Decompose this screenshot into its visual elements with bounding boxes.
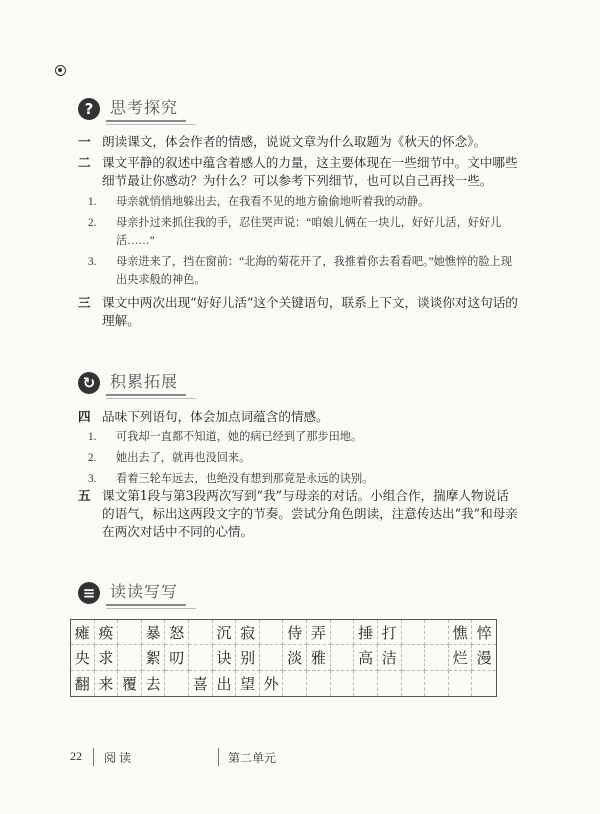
grid-cell xyxy=(472,671,496,696)
grid-cell: 怒 xyxy=(165,620,189,645)
grid-cell xyxy=(260,620,284,645)
sub-list xyxy=(88,193,518,289)
question-text: 朗读课文，体会作者的情感，说说文章为什么取题为《秋天的怀念》。 xyxy=(102,134,487,149)
question-text: 课文平静的叙述中蕴含着感人的力量，这主要体现在一些细节中。文中哪些细节最让你感动？为什么？可以参考下列细节，也可以自己再找一些。 xyxy=(102,155,518,188)
sub-item: 2. 她出去了，就再也没回来。 xyxy=(88,452,251,464)
grid-cell: 弄 xyxy=(307,620,331,645)
grid-cell: 寂 xyxy=(236,620,260,645)
question-number: 三 xyxy=(78,295,91,310)
grid-cell: 求 xyxy=(95,645,119,670)
section-header-accumulate xyxy=(78,369,186,396)
section-title: 读读写写 xyxy=(110,582,179,601)
grid-cell xyxy=(189,645,213,670)
sub-item: 1. 母亲就悄悄地躲出去，在我看不见的地方偷偷地听着我的动静。 xyxy=(88,196,430,208)
grid-cell: 侍 xyxy=(283,620,307,645)
refresh-arrow-icon: ↻ xyxy=(78,372,100,394)
grid-cell xyxy=(402,645,426,670)
grid-cell xyxy=(118,620,142,645)
grid-cell: 暴 xyxy=(142,620,166,645)
grid-cell: 别 xyxy=(236,645,260,670)
grid-cell: 叨 xyxy=(165,645,189,670)
grid-cell: 絮 xyxy=(142,645,166,670)
question-text: 品味下列语句，体会加点词蕴含的情感。 xyxy=(102,409,329,424)
grid-cell: 淡 xyxy=(283,645,307,670)
section-header-readwrite xyxy=(78,579,186,606)
question-number: 一 xyxy=(78,134,91,149)
grid-cell xyxy=(331,671,355,696)
grid-cell xyxy=(425,671,449,696)
grid-cell: 望 xyxy=(236,671,260,696)
question-3 xyxy=(78,294,518,330)
grid-cell: 沉 xyxy=(213,620,237,645)
footer-divider xyxy=(93,748,94,766)
grid-cell: 打 xyxy=(378,620,402,645)
grid-cell xyxy=(118,645,142,670)
grid-cell: 漫 xyxy=(472,645,496,670)
grid-cell: 喜 xyxy=(189,671,213,696)
footer-left-label: 阅 读 xyxy=(104,751,132,765)
section-title: 思考探究 xyxy=(110,98,179,117)
vocabulary-grid xyxy=(70,619,497,697)
grid-cell: 憔 xyxy=(449,620,473,645)
chapter-marker-icon xyxy=(55,65,66,76)
grid-cell: 悴 xyxy=(472,620,496,645)
grid-cell xyxy=(189,620,213,645)
grid-cell xyxy=(165,671,189,696)
question-1 xyxy=(78,133,518,151)
question-4 xyxy=(78,408,518,488)
sub-item: 3. 母亲进来了，挡在窗前：“北海的菊花开了，我推着你去看看吧。”她憔悴的脸上现出央求般的神色。 xyxy=(88,256,512,286)
grid-cell xyxy=(425,620,449,645)
question-2 xyxy=(78,154,518,289)
question-number: 二 xyxy=(78,155,91,170)
section-header-think xyxy=(78,95,186,122)
grid-cell: 外 xyxy=(260,671,284,696)
page-number: 22 xyxy=(70,749,82,763)
grid-cell: 去 xyxy=(142,671,166,696)
question-text: 课文第1段与第3段两次写到“我”与母亲的对话。小组合作，揣摩人物说话的语气，标出这两段文字的节奏。尝试分角色朗读，注意传达出“我”和母亲在两次对话中不同的心情。 xyxy=(102,488,518,539)
grid-cell: 洁 xyxy=(378,645,402,670)
grid-cell xyxy=(378,671,402,696)
grid-cell xyxy=(402,620,426,645)
grid-cell: 痪 xyxy=(95,620,119,645)
grid-cell: 诀 xyxy=(213,645,237,670)
question-5 xyxy=(78,487,518,541)
grid-cell xyxy=(449,671,473,696)
grid-cell: 翻 xyxy=(71,671,95,696)
grid-cell xyxy=(402,671,426,696)
grid-cell xyxy=(331,620,355,645)
grid-cell: 覆 xyxy=(118,671,142,696)
list-lines-icon: ≡ xyxy=(78,582,100,604)
grid-cell xyxy=(331,645,355,670)
section-title: 积累拓展 xyxy=(110,372,179,391)
sub-item: 2. 母亲扑过来抓住我的手，忍住哭声说：“咱娘儿俩在一块儿，好好儿活，好好儿活……” xyxy=(88,217,502,247)
question-number: 五 xyxy=(78,488,91,503)
question-text: 课文中两次出现“好好儿活”这个关键语句，联系上下文，谈谈你对这句话的理解。 xyxy=(102,295,518,328)
grid-cell: 瘫 xyxy=(71,620,95,645)
grid-cell: 央 xyxy=(71,645,95,670)
sub-item: 3. 看着三轮车远去，也绝没有想到那竟是永远的诀别。 xyxy=(88,473,374,485)
sub-list xyxy=(88,428,518,488)
grid-cell xyxy=(425,645,449,670)
grid-cell: 出 xyxy=(213,671,237,696)
grid-cell: 雅 xyxy=(307,645,331,670)
grid-cell: 来 xyxy=(95,671,119,696)
grid-cell: 烂 xyxy=(449,645,473,670)
footer-unit-label: 第二单元 xyxy=(228,751,277,765)
grid-cell xyxy=(283,671,307,696)
question-number: 四 xyxy=(78,409,91,424)
grid-cell xyxy=(260,645,284,670)
grid-cell xyxy=(307,671,331,696)
grid-cell xyxy=(354,671,378,696)
grid-cell: 捶 xyxy=(354,620,378,645)
footer-divider xyxy=(218,748,219,766)
question-mark-icon: ? xyxy=(78,98,100,120)
grid-cell: 高 xyxy=(354,645,378,670)
sub-item: 1. 可我却一直都不知道，她的病已经到了那步田地。 xyxy=(88,431,363,443)
